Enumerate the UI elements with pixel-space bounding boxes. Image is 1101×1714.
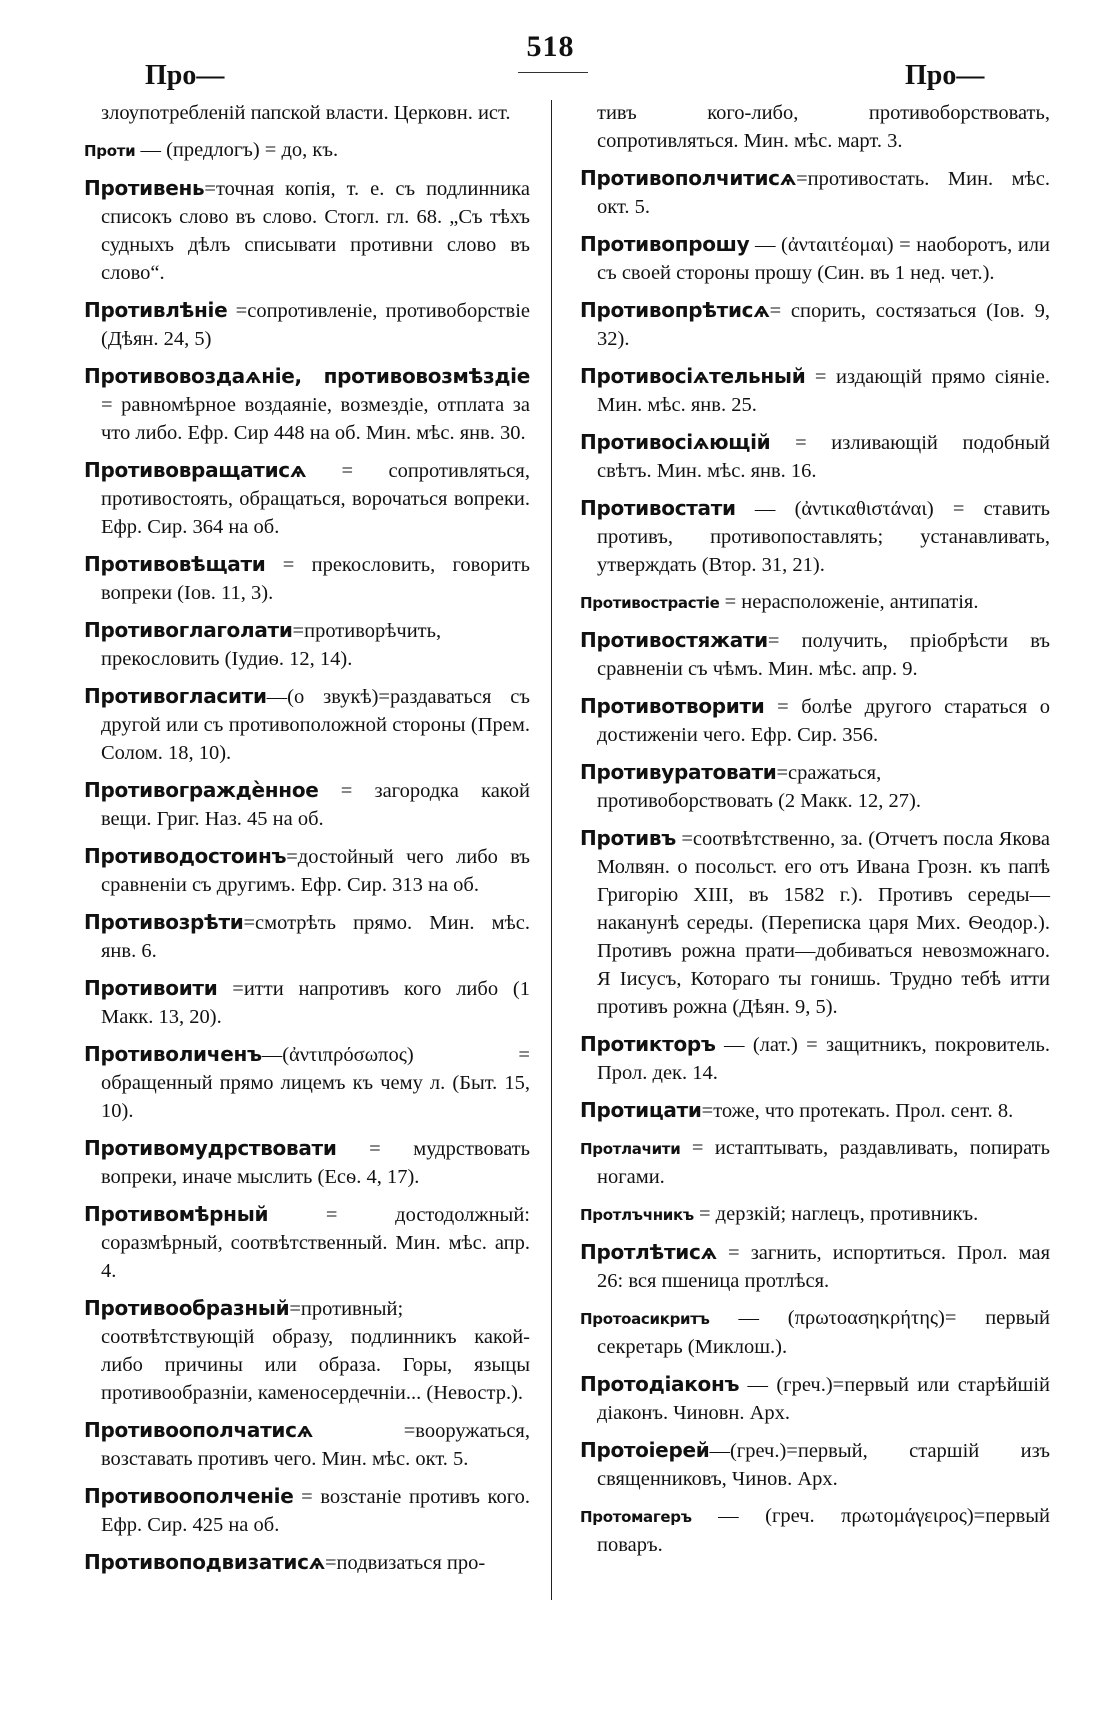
entry-headword: Протикторъ — [580, 1032, 716, 1056]
dictionary-entry — [580, 164, 1050, 221]
dictionary-entry — [84, 1482, 530, 1539]
dictionary-entry — [580, 98, 1050, 155]
entry-headword: Противодостоинъ — [84, 844, 287, 868]
dictionary-entry — [580, 588, 1050, 617]
entry-definition: = прекословить, говорить вопреки (Іов. 11, 3). — [101, 554, 530, 604]
dictionary-entry — [84, 362, 530, 447]
dictionary-entry — [84, 1040, 530, 1125]
entry-definition: =противостать. Мин. мѣс. окт. 5. — [597, 168, 1050, 218]
entry-definition: = достодолжный: соразмѣрный, соотвѣтственный. Мин. мѣс. апр. 4. — [101, 1204, 530, 1282]
dictionary-entry — [580, 428, 1050, 485]
dictionary-entry — [84, 1416, 530, 1473]
dictionary-entry — [580, 494, 1050, 579]
entry-definition: — (предлогъ) = до, къ. — [135, 139, 339, 161]
entry-headword: Противосіѧющій — [580, 430, 771, 454]
dictionary-entry — [580, 230, 1050, 287]
entry-definition: = возстаніе противъ кого. Ефр. Сир. 425 на об. — [101, 1486, 530, 1536]
dictionary-entry — [580, 1370, 1050, 1427]
entry-definition: = загородка какой вещи. Григ. Наз. 45 на об. — [101, 780, 530, 830]
entry-headword: Противомѣрный — [84, 1202, 269, 1226]
entry-definition: =достойный чего либо въ сравненіи съ другимъ. Ефр. Сир. 313 на об. — [101, 846, 530, 896]
entry-headword: Противъ — [580, 826, 676, 850]
entry-definition: —(греч.)=первый, старшій изъ священниковъ, Чинов. Арх. — [597, 1440, 1050, 1490]
entry-headword: Проти — [84, 142, 136, 160]
dictionary-entry — [84, 456, 530, 541]
entry-headword: Противовращатисѧ — [84, 458, 307, 482]
header-rule — [518, 72, 588, 73]
dictionary-entry — [580, 296, 1050, 353]
entry-headword: Противоополчатисѧ — [84, 1418, 313, 1442]
entry-definition: = получить, пріобрѣсти въ сравненіи съ чѣмъ. Мин. мѣс. апр. 9. — [597, 630, 1050, 680]
dictionary-entry — [84, 974, 530, 1031]
left-column — [84, 98, 530, 1586]
dictionary-entry — [580, 1436, 1050, 1493]
dictionary-entry — [84, 1294, 530, 1407]
entry-headword: Протомагеръ — [580, 1508, 692, 1526]
entry-headword: Противлѣніе — [84, 298, 228, 322]
dictionary-entry — [84, 1548, 530, 1577]
entry-headword: Протлѣтисѧ — [580, 1240, 717, 1264]
entry-headword: Противостяжати — [580, 628, 768, 652]
entry-headword: Противоглаголати — [84, 618, 293, 642]
entry-definition: = сопротивляться, противостоять, обращаться, ворочаться вопреки. Ефр. Сир. 364 на об. — [101, 460, 530, 538]
entry-definition: —(ἀντιπρόσωπος) = обращенный прямо лицемъ къ чему л. (Быт. 15, 10). — [101, 1044, 530, 1122]
entry-headword: Противовѣщати — [84, 552, 266, 576]
entry-definition: = издающій прямо сіяніе. Мин. мѣс. янв. 25. — [597, 366, 1050, 416]
dictionary-entry — [580, 692, 1050, 749]
entry-headword: Противообразный — [84, 1296, 290, 1320]
entry-definition: =подвизаться про- — [325, 1552, 486, 1574]
dictionary-entry — [84, 550, 530, 607]
entry-headword: Противосіѧтельный — [580, 364, 806, 388]
entry-definition: = нерасположеніе, антипатія. — [719, 591, 979, 613]
dictionary-entry — [580, 1134, 1050, 1191]
entry-definition: = истаптывать, раздавливать, попирать ногами. — [597, 1137, 1050, 1188]
entry-headword: Противень — [84, 176, 205, 200]
entry-definition: =точная копія, т. е. съ подлинника списокъ слово въ слово. Стогл. гл. 68. „Съ тѣхъ судныхъ дѣлъ списывати противни слово въ слово“. — [101, 178, 530, 284]
entry-headword: Противоподвизатисѧ — [84, 1550, 325, 1574]
entry-definition: = загнить, испортиться. Прол. мая 26: вся пшеница протлѣся. — [597, 1242, 1050, 1292]
entry-headword: Противоличенъ — [84, 1042, 262, 1066]
dictionary-entry — [580, 626, 1050, 683]
entry-headword: Противоити — [84, 976, 218, 1000]
dictionary-entry — [84, 616, 530, 673]
entry-definition: = равномѣрное воздаяніе, возмездіе, отплата за что либо. Ефр. Сир 448 на об. Мин. мѣс. янв. 30. — [101, 394, 530, 444]
entry-definition: — (греч.)=первый или старѣйшій діаконъ. Чиновн. Арх. — [597, 1374, 1050, 1424]
entry-definition: злоупотребленій папской власти. Церковн. ист. — [101, 102, 511, 124]
dictionary-entry — [84, 842, 530, 899]
entry-definition: =сопротивленіе, противоборствіе (Дѣян. 24, 5) — [101, 300, 530, 350]
entry-definition: —(о звукѣ)=раздаваться съ другой или съ противоположной стороны (Прем. Солом. 18, 10). — [101, 686, 530, 764]
dictionary-entry — [580, 1096, 1050, 1125]
entry-definition: =соотвѣтственно, за. (Отчетъ посла Якова Молвян. о посольст. его отъ Ивана Грозн. къ папѣ Григорію XIII, въ 1582 г.). Противъ середы— наканунѣ середы. (Переписка царя Мих. Ѳеодор.). Противъ рожна прати—добиваться невозможнаго. Я Іисусъ, Котораго ты гонишь. Трудно тебѣ итти противъ рожна (Дѣян. 9, 5). — [597, 828, 1050, 1018]
dictionary-entry — [84, 776, 530, 833]
entry-definition: — (лат.) = защитникъ, покровитель. Прол. дек. 14. — [597, 1034, 1050, 1084]
dictionary-entry — [580, 1200, 1050, 1229]
entry-headword: Противозрѣти — [84, 910, 244, 934]
entry-definition: = болѣе другого стараться о достиженіи чего. Ефр. Сир. 356. — [597, 696, 1050, 746]
dictionary-entry — [84, 682, 530, 767]
entry-definition: — (πρωτοασηκρήτης)= первый секретарь (Миклош.). — [597, 1307, 1050, 1358]
dictionary-entry — [580, 758, 1050, 815]
entry-headword: Противопрошу — [580, 232, 750, 256]
entry-headword: Протлъчникъ — [580, 1206, 694, 1224]
dictionary-entry — [84, 296, 530, 353]
running-head-right: Про— — [905, 60, 985, 91]
entry-headword: Противострастіе — [580, 594, 720, 612]
entry-definition: = мудрствовать вопреки, иначе мыслить (Есѳ. 4, 17). — [101, 1138, 530, 1188]
entry-headword: Противотворити — [580, 694, 765, 718]
entry-definition: тивъ кого-либо, противоборствовать, сопротивляться. Мин. мѣс. март. 3. — [597, 102, 1050, 152]
entry-headword: Противомудрствовати — [84, 1136, 337, 1160]
entry-headword: Противуратовати — [580, 760, 777, 784]
entry-headword: Протлачити — [580, 1140, 681, 1158]
dictionary-entry — [84, 1200, 530, 1285]
entry-headword: Протицати — [580, 1098, 702, 1122]
entry-definition: =смотрѣть прямо. Мин. мѣс. янв. 6. — [101, 912, 530, 962]
entry-definition: — (греч. πρωτομάγειρος)=первый поваръ. — [597, 1505, 1050, 1556]
dictionary-entry — [84, 98, 530, 127]
right-column — [580, 98, 1050, 1568]
dictionary-entry — [84, 908, 530, 965]
entry-headword: Протоіерей — [580, 1438, 710, 1462]
entry-definition: =сражаться, противоборствовать (2 Макк. 12, 27). — [597, 762, 922, 812]
entry-headword: Противостати — [580, 496, 736, 520]
entry-definition: — (ἀντικαθιστάναι) = ставить противъ, противопоставлять; устанавливать, утверждать (Втор. 31, 21). — [597, 498, 1050, 576]
entry-definition: =итти напротивъ кого либо (1 Макк. 13, 20). — [101, 978, 530, 1028]
entry-definition: =противный; соотвѣтствующій образу, подлинникъ какой-либо причины или образа. Горы, языцы противообразніи, каменосердечніи... (Невостр.). — [101, 1298, 530, 1404]
entry-definition: = дерзкій; наглецъ, противникъ. — [693, 1203, 979, 1225]
page-number: 518 — [526, 30, 575, 63]
entry-headword: Противоополченіе — [84, 1484, 294, 1508]
entry-headword: Противопрѣтисѧ — [580, 298, 770, 322]
column-divider — [551, 100, 552, 1600]
dictionary-entry — [84, 174, 530, 287]
entry-definition: — (ἀνταιτέομαι) = наоборотъ, или съ своей стороны прошу (Син. въ 1 нед. чет.). — [597, 234, 1050, 284]
dictionary-entry — [580, 1304, 1050, 1361]
dictionary-entry — [580, 824, 1050, 1021]
entry-headword: Противограждѐнное — [84, 778, 319, 802]
dictionary-entry — [580, 1238, 1050, 1295]
running-head-left: Про— — [145, 60, 225, 91]
dictionary-entry — [84, 136, 530, 165]
entry-headword: Противовоздаѧніе, противовозмѣздіе — [84, 364, 530, 388]
entry-definition: = спорить, состязаться (Іов. 9, 32). — [597, 300, 1050, 350]
entry-definition: =тоже, что протекать. Прол. сент. 8. — [701, 1100, 1014, 1122]
entry-definition: = изливающій подобный свѣтъ. Мин. мѣс. янв. 16. — [597, 432, 1050, 482]
entry-headword: Протодіаконъ — [580, 1372, 740, 1396]
entry-definition: =вооружаться, возставать противъ чего. Мин. мѣс. окт. 5. — [101, 1420, 530, 1470]
entry-headword: Противогласити — [84, 684, 267, 708]
dictionary-entry — [84, 1134, 530, 1191]
dictionary-entry — [580, 1502, 1050, 1559]
entry-headword: Противополчитисѧ — [580, 166, 797, 190]
entry-headword: Протоасикритъ — [580, 1310, 710, 1328]
entry-definition: =противорѣчить, прекословить (Іудиѳ. 12, 14). — [101, 620, 442, 670]
dictionary-entry — [580, 362, 1050, 419]
dictionary-entry — [580, 1030, 1050, 1087]
